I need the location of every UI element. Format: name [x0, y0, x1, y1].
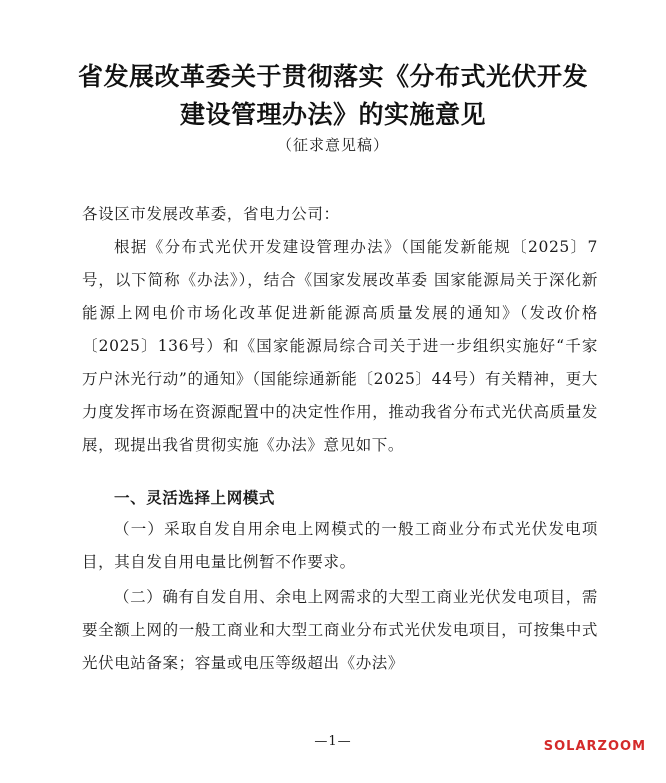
- title-line-1: 省发展改革委关于贯彻落实《分布式光伏开发: [77, 62, 588, 91]
- intro-paragraph: 根据《分布式光伏开发建设管理办法》（国能发新能规〔2025〕7号，以下简称《办法》），结合《国家发展改革委 国家能源局关于深化新能源上网电价市场化改革促进新能源高质量发展的通知》（发改价格〔2025〕136号）和《国家能源局综合司关于进一步组织实施好“千家万户沐光行动”的通知》（国能综通新能〔2025〕44号）有关精神，更大力度发挥市场在资源配置中的决定性作用，推动我省分布式光伏高质量发展，现提出我省贯彻实施《办法》意见如下。: [82, 238, 598, 454]
- document-title: [40, 58, 626, 134]
- list-item-1: （一）采取自发自用余电上网模式的一般工商业分布式光伏发电项目，其自发自用电量比例暂不作要求。: [82, 520, 598, 571]
- title-line-2: 建设管理办法》的实施意见: [179, 100, 486, 129]
- document-subtitle: （征求意见稿）: [276, 136, 389, 154]
- page-number: —1—: [314, 734, 352, 749]
- addressee-line: 各设区市发展改革委，省电力公司：: [82, 205, 340, 223]
- section-heading-1: 一、灵活选择上网模式: [114, 489, 276, 507]
- list-item-2: （二）确有自发自用、余电上网需求的大型工商业光伏发电项目，需要全额上网的一般工商业和大型工商业分布式光伏发电项目，可按集中式光伏电站备案；容量或电压等级超出《办法》: [82, 588, 598, 672]
- solarzoom-watermark: SOLARZOOM: [543, 739, 646, 754]
